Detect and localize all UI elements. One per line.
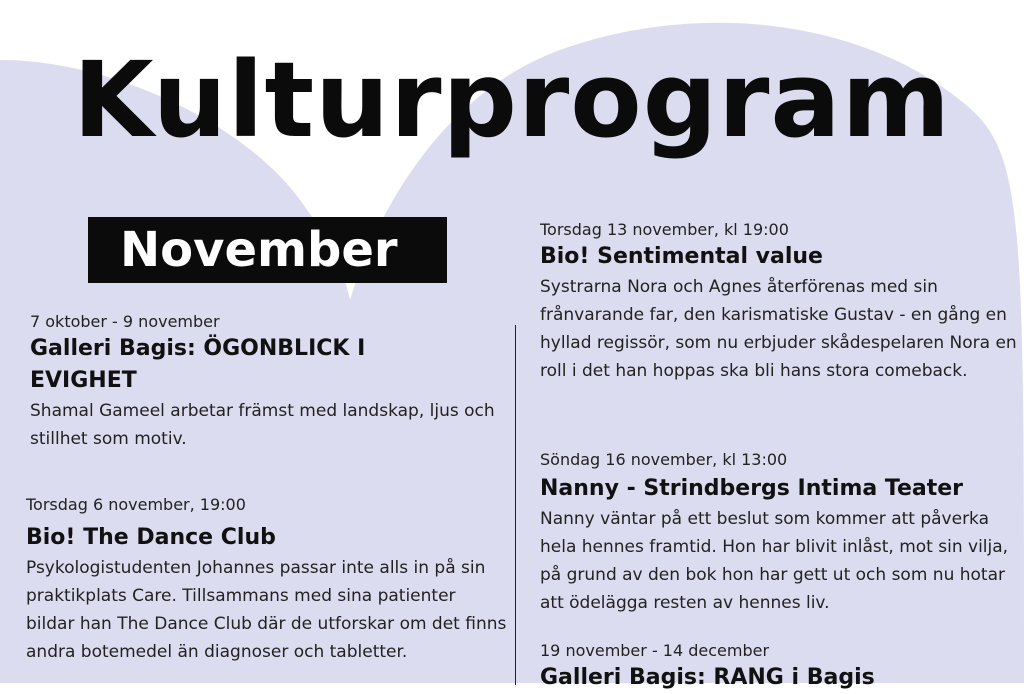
event-sentimental-value <box>540 219 1018 385</box>
page-title: Kulturprogram <box>73 39 951 161</box>
event-title: Galleri Bagis: RANG i Bagis <box>540 665 875 690</box>
event-ogonblick <box>30 311 500 453</box>
event-description: Systrarna Nora och Agnes återförenas med sin frånvarande far, den karismatiske Gustav - en gång en hyllad regissör, som nu erbjuder skådespelaren Nora en roll i det han hoppas ska bli hans stora comeback. <box>540 277 1017 381</box>
month-banner: November <box>88 217 447 283</box>
event-dance-club <box>26 494 508 666</box>
event-title: Bio! The Dance Club <box>26 525 276 550</box>
event-date: Söndag 16 november, kl 13:00 <box>540 450 788 469</box>
event-title: Nanny - Strindbergs Intima Teater <box>540 476 964 501</box>
event-title: Galleri Bagis: ÖGONBLICK I EVIGHET <box>30 336 366 393</box>
column-divider <box>515 325 516 685</box>
event-date: Torsdag 13 november, kl 19:00 <box>540 220 789 239</box>
event-title: Bio! Sentimental value <box>540 244 823 269</box>
event-rang <box>540 640 1018 694</box>
event-date: 19 november - 14 december <box>540 641 770 660</box>
event-date: Torsdag 6 november, 19:00 <box>26 495 246 514</box>
event-date: 7 oktober - 9 november <box>30 312 220 331</box>
event-description: Nanny väntar på ett beslut som kommer att påverka hela hennes framtid. Hon har blivit inlåst, mot sin vilja, på grund av den bok hon har gett ut och som nu hotar att ödelägga resten av hennes liv. <box>540 509 1009 613</box>
event-description: Shamal Gameel arbetar främst med landskap, ljus och stillhet som motiv. <box>30 401 495 449</box>
event-description: Psykologistudenten Johannes passar inte alls in på sin praktikplats Care. Tillsammans med sina patienter bildar han The Dance Club där de utforskar om det finns andra botemedel än diagnoser och tabletter. <box>26 558 507 662</box>
event-nanny <box>540 449 1022 617</box>
